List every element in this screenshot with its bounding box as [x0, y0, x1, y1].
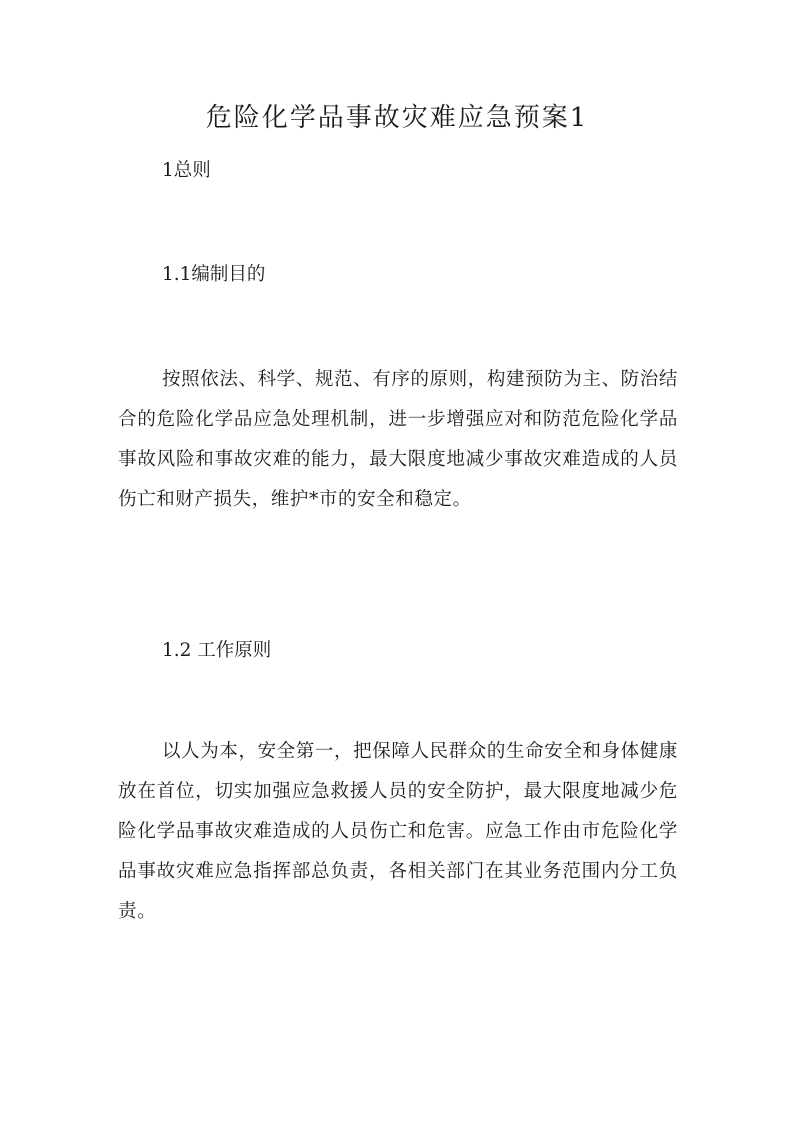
section-heading-general: 1总则 [162, 160, 211, 181]
document-title: 危险化学品事故灾难应急预案1 [205, 103, 589, 133]
section-heading-purpose: 1.1编制目的 [162, 264, 266, 285]
section-heading-principles: 1.2 工作原则 [162, 640, 272, 661]
paragraph-purpose: 按照依法、科学、规范、有序的原则，构建预防为主、防治结合的危险化学品应急处理机制，进一步增强应对和防范危险化学品事故风险和事故灾难的能力，最大限度地减少事故灾难造成的人员伤亡和财产损失，维护*市的安全和稳定。 [118, 369, 678, 510]
paragraph-principles: 以人为本，安全第一，把保障人民群众的生命安全和身体健康放在首位，切实加强应急救援人员的安全防护，最大限度地减少危险化学品事故灾难造成的人员伤亡和危害。应急工作由市危险化学品事故灾难应急指挥部总负责，各相关部门在其业务范围内分工负责。 [118, 741, 678, 922]
